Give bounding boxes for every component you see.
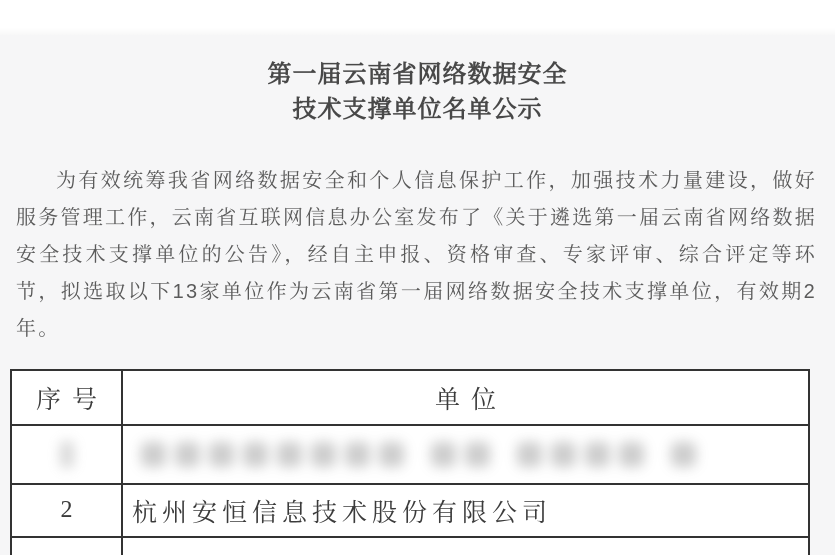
article-title: [0, 57, 835, 127]
blur-blob: [209, 442, 234, 467]
table-row-redacted: [12, 424, 808, 483]
support-units-table: [10, 369, 810, 555]
blur-blob: [311, 442, 336, 467]
header-unit-label: 单位: [434, 386, 507, 414]
header-cell-unit: [123, 371, 808, 424]
blur-blob: [243, 442, 268, 467]
title-line-2: 技术支撑单位名单公示: [292, 96, 543, 123]
blur-blob: [551, 442, 576, 467]
blur-blob: [277, 442, 302, 467]
table-row: [12, 483, 808, 536]
blur-blob: [431, 442, 456, 467]
table-header-row: [12, 371, 808, 424]
header-index-label: 序号: [35, 386, 108, 414]
blur-blob: [517, 442, 542, 467]
top-white-strip: [0, 0, 835, 28]
blur-blob: [379, 442, 404, 467]
redacted-index-cell: [12, 426, 123, 483]
title-line-1: 第一届云南省网络数据安全: [267, 61, 568, 88]
row2-unit-cell: 杭州安恒信息技术股份有限公司: [132, 499, 553, 527]
blurred-index-blob: [60, 441, 74, 468]
blur-blob: [465, 442, 490, 467]
blur-blob: [619, 442, 644, 467]
table-row-partial: [12, 536, 808, 555]
row2-index-cell: 2: [12, 485, 123, 536]
row3-index-cell: [12, 538, 123, 555]
redacted-unit-cell: [123, 426, 808, 483]
blur-blob: [345, 442, 370, 467]
top-strip-fade: [0, 28, 835, 36]
blur-blob: [671, 442, 696, 467]
intro-paragraph: 为有效统筹我省网络数据安全和个人信息保护工作，加强技术力量建设，做好服务管理工作，云南省互联网信息办公室发布了《关于遴选第一届云南省网络数据安全技术支撑单位的公告》，经自主申报、资格审查、专家评审、综合评定等环节，拟选取以下13家单位作为云南省第一届网络数据安全技术支撑单位，有效期2年。: [16, 170, 817, 340]
blur-blob: [585, 442, 610, 467]
blurred-company-name: [141, 442, 705, 467]
blur-blob: [175, 442, 200, 467]
header-cell-index: [12, 371, 123, 424]
row3-unit-cell: [123, 538, 808, 555]
blur-blob: [141, 442, 166, 467]
